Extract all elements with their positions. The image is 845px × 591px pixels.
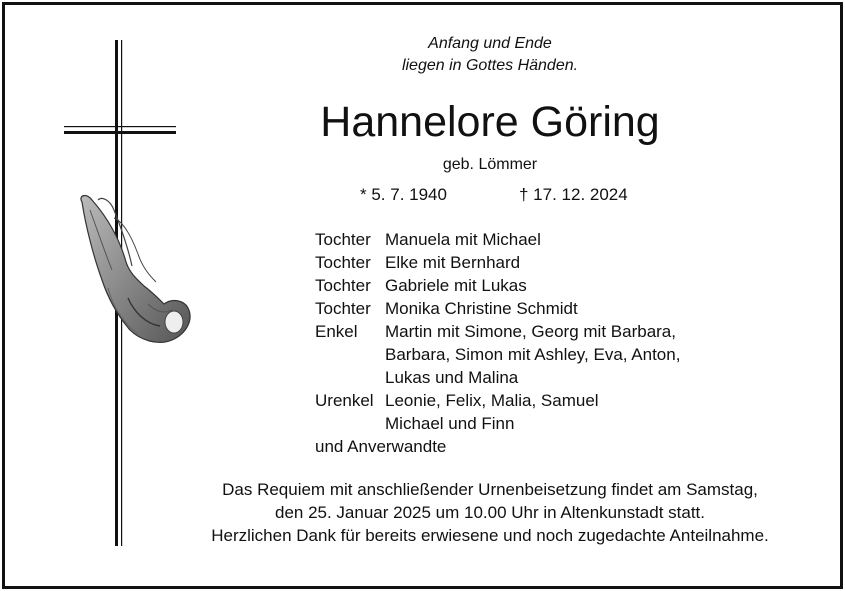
family-relation: Enkel (315, 322, 358, 341)
family-names: Martin mit Simone, Georg mit Barbara, (385, 322, 676, 341)
birth-date: * 5. 7. 1940 (360, 185, 447, 204)
family-relation: Tochter (315, 276, 371, 295)
family-relation (315, 412, 385, 435)
family-row (315, 320, 680, 343)
family-relation (315, 343, 385, 366)
family-names: Manuela mit Michael (385, 230, 541, 249)
family-names: Lukas und Malina (385, 368, 519, 387)
family-row (315, 251, 680, 274)
notice-line-2: den 25. Januar 2025 um 10.00 Uhr in Altenkunstadt statt. (274, 503, 705, 522)
motto-line-1: Anfang und Ende (428, 35, 552, 52)
praying-hands-icon (68, 188, 198, 353)
family-row (315, 274, 680, 297)
family-names: Gabriele mit Lukas (385, 276, 527, 295)
family-names: Leonie, Felix, Malia, Samuel (385, 391, 599, 410)
family-relation: Tochter (315, 230, 371, 249)
maiden-name: geb. Lömmer (442, 156, 538, 173)
motto (0, 33, 845, 77)
deceased-name: Hannelore Göring (320, 98, 660, 146)
family-row (315, 366, 680, 389)
family-row (315, 412, 680, 435)
notice-line-3: Herzlichen Dank für bereits erwiesene und noch zugedachte Anteilnahme. (211, 526, 769, 545)
family-names: Elke mit Bernhard (385, 253, 521, 272)
family-names: Monika Christine Schmidt (385, 299, 578, 318)
family-row (315, 389, 680, 412)
family-row (315, 435, 680, 458)
family-relation: und Anverwandte (315, 437, 447, 456)
family-relation: Urenkel (315, 391, 374, 410)
motto-line-2: liegen in Gottes Händen. (401, 57, 579, 74)
family-names: Michael und Finn (385, 414, 515, 433)
family-row (315, 297, 680, 320)
family-relation: Tochter (315, 253, 371, 272)
family-relation (315, 366, 385, 389)
family-list (315, 228, 680, 458)
family-row (315, 228, 680, 251)
service-notice (160, 478, 820, 547)
family-names: Barbara, Simon mit Ashley, Eva, Anton, (385, 345, 681, 364)
notice-line-1: Das Requiem mit anschließender Urnenbeisetzung findet am Samstag, (222, 480, 758, 499)
family-row (315, 343, 680, 366)
death-date: † 17. 12. 2024 (519, 185, 628, 204)
family-relation: Tochter (315, 299, 371, 318)
